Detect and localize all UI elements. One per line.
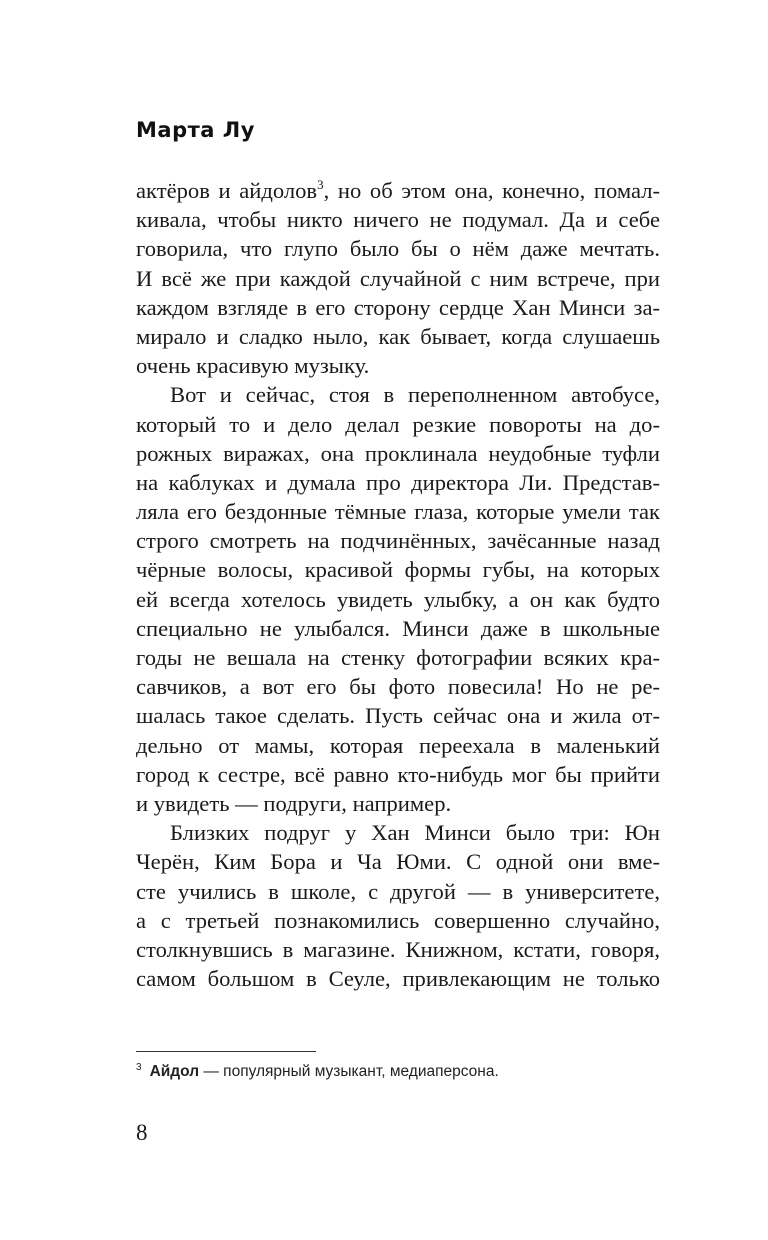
body-line: очень красивую музыку.: [136, 353, 370, 379]
footnote-divider: [136, 1051, 316, 1052]
body-line: специально не улыбался. Минси даже в школьные: [136, 615, 660, 641]
body-line: [136, 176, 660, 205]
body-line: ей всегда хотелось увидеть улыбку, а он как будто: [136, 586, 660, 612]
body-line: строго смотреть на подчинённых, зачёсанные назад: [136, 528, 660, 554]
body-line: который то и дело делал резкие повороты на до-: [136, 411, 660, 437]
body-line: самом большом в Сеуле, привлекающим не только: [136, 966, 660, 992]
footnote-marker: 3: [136, 1062, 142, 1073]
body-line: кивала, чтобы никто ничего не подумал. Да и себе: [136, 207, 660, 233]
footnote: [136, 1063, 499, 1081]
body-line: савчиков, а вот его бы фото повесила! Но не ре-: [136, 674, 660, 700]
footnote-term: Айдол: [149, 1063, 200, 1080]
body-line: ляла его бездонные тёмные глаза, которые умели так: [136, 499, 660, 525]
body-line: мирало и сладко ныло, как бывает, когда слушаешь: [136, 323, 660, 349]
body-line: рожных виражах, она проклинала неудобные туфли: [136, 440, 660, 466]
body-line: город к сестре, всё равно кто-нибудь мог бы прийти: [136, 761, 660, 787]
page-number: 8: [136, 1120, 148, 1145]
body-line-text: , но об этом она, конечно, помал-: [323, 178, 660, 203]
body-line: и увидеть — подруги, например.: [136, 790, 452, 816]
body-line: на каблуках и думала про директора Ли. Представ-: [136, 469, 660, 495]
footnote-reference[interactable]: 3: [317, 177, 324, 192]
body-text: [136, 176, 660, 993]
body-line: Близких подруг у Хан Минси было три: Юн: [170, 820, 660, 846]
body-line: столкнувшись в магазине. Книжном, кстати, говоря,: [136, 936, 660, 962]
body-line: И всё же при каждой случайной с ним встрече, при: [136, 265, 660, 291]
body-line: годы не вешала на стенку фотографии всяких кра-: [136, 645, 660, 670]
body-line: Вот и сейчас, стоя в переполненном автобусе,: [170, 382, 660, 408]
footnote-definition: — популярный музыкант, медиаперсона.: [199, 1063, 499, 1080]
body-line: сте учились в школе, с другой — в университете,: [136, 878, 660, 904]
body-line: шалась такое сделать. Пусть сейчас она и жила от-: [136, 703, 660, 729]
body-line: говорила, что глупо было бы о нём даже мечтать.: [136, 236, 660, 262]
body-line: чёрные волосы, красивой формы губы, на которых: [136, 557, 660, 583]
body-line: а с третьей познакомились совершенно случайно,: [136, 907, 660, 933]
body-line: Черён, Ким Бора и Ча Юми. С одной они вме-: [136, 849, 660, 875]
body-line: каждом взгляде в его сторону сердце Хан Минси за-: [136, 294, 660, 320]
body-line: дельно от мамы, которая переехала в маленький: [136, 732, 660, 758]
running-head-author: Марта Лу: [136, 118, 255, 142]
body-line-text: актёров и айдолов: [136, 178, 318, 203]
